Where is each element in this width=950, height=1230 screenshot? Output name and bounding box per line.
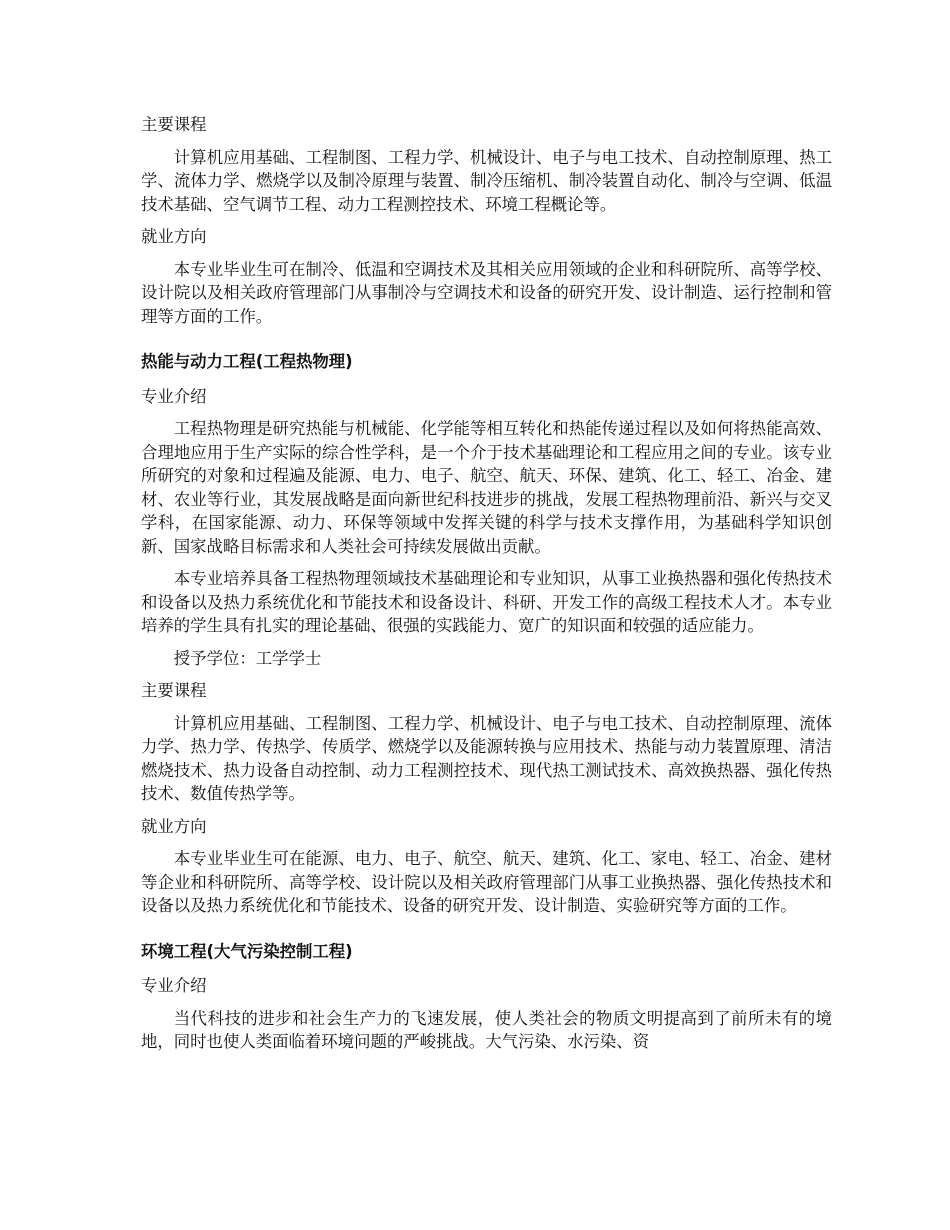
intro-paragraph: 本专业培养具备工程热物理领域技术基础理论和专业知识，从事工业换热器和强化传热技术和设备以及热力系统优化和节能技术和设备设计、科研、开发工作的高级工程技术人才。本专业培养的学生具有扎实的理论基础、很强的实践能力、宽广的知识面和较强的适应能力。 xyxy=(141,569,832,635)
courses-label: 主要课程 xyxy=(141,681,207,700)
courses-text: 计算机应用基础、工程制图、工程力学、机械设计、电子与电工技术、自动控制原理、热工学、流体力学、燃烧学以及制冷原理与装置、制冷压缩机、制冷装置自动化、制冷与空调、低温技术基础、空气调节工程、动力工程测控技术、环境工程概论等。 xyxy=(141,147,832,214)
courses-text: 计算机应用基础、工程制图、工程力学、机械设计、电子与电工技术、自动控制原理、流体力学、热力学、传热学、传质学、燃烧学以及能源转换与应用技术、热能与动力装置原理、清洁燃烧技术、热力设备自动控制、动力工程测控技术、现代热工测试技术、高效换热器、强化传热技术、数值传热学等。 xyxy=(141,713,832,803)
courses-label: 主要课程 xyxy=(141,115,207,134)
intro-paragraph: 工程热物理是研究热能与机械能、化学能等相互转化和热能传递过程以及如何将热能高效、合理地应用于生产实际的综合性学科，是一个介于技术基础理论和工程应用之间的专业。该专业所研究的对象和过程遍及能源、电力、电子、航空、航天、环保、建筑、化工、轻工、冶金、建材、农业等行业，其发展战略是面向新世纪科技进步的挑战，发展工程热物理前沿、新兴与交叉学科，在国家能源、动力、环保等领域中发挥关键的科学与技术支撑作用，为基础科学知识创新、国家战略目标需求和人类社会可持续发展做出贡献。 xyxy=(141,419,832,556)
career-label: 就业方向 xyxy=(141,816,207,836)
section-heading: 热能与动力工程(工程热物理) xyxy=(141,352,353,371)
career-label: 就业方向 xyxy=(141,227,207,246)
intro-label: 专业介绍 xyxy=(141,386,207,406)
section-heading: 环境工程(大气污染控制工程) xyxy=(141,941,353,961)
intro-label: 专业介绍 xyxy=(141,976,207,995)
intro-paragraph: 当代科技的进步和社会生产力的飞速发展，使人类社会的物质文明提高到了前所未有的境地，同时也使人类面临着环境问题的严峻挑战。大气污染、水污染、资 xyxy=(141,1008,832,1051)
career-text: 本专业毕业生可在能源、电力、电子、航空、航天、建筑、化工、家电、轻工、冶金、建材等企业和科研院所、高等学校、设计院以及相关政府管理部门从事工业换热器、强化传热技术和设备以及热力系统优化和节能技术、设备的研究开发、设计制造、实验研究等方面的工作。 xyxy=(141,849,832,915)
career-text: 本专业毕业生可在制冷、低温和空调技术及其相关应用领域的企业和科研院所、高等学校、设计院以及相关政府管理部门从事制冷与空调技术和设备的研究开发、设计制造、运行控制和管理等方面的工作。 xyxy=(141,259,832,326)
degree-text: 授予学位：工学学士 xyxy=(173,648,322,668)
